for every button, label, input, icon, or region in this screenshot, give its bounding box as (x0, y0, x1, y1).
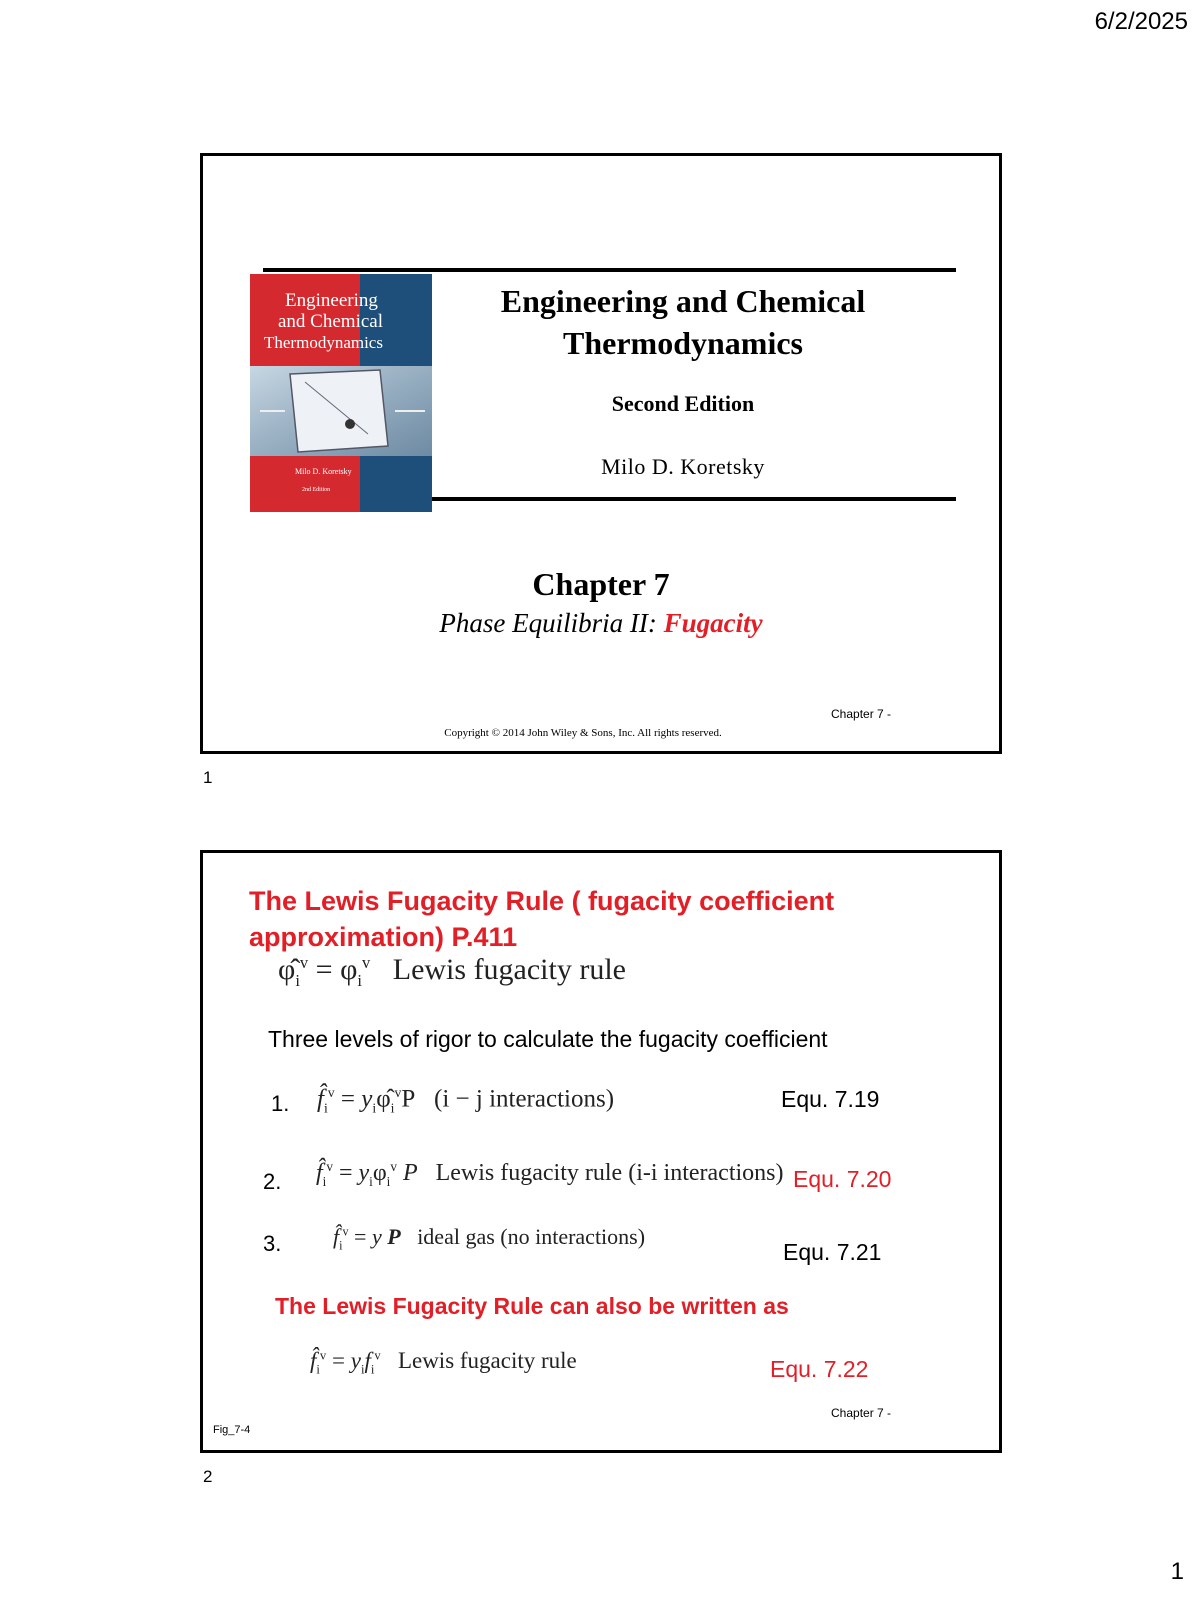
item-number-2: 2. (263, 1169, 282, 1194)
formula-1: $f̂_i^v$ = $y_i\varphî_i^vP$ (i − j interactions) (317, 1085, 615, 1116)
lewis-rule-formula-label: Lewis fugacity rule (392, 953, 626, 986)
copyright: Copyright © 2014 John Wiley & Sons, Inc. All rights reserved. (444, 727, 722, 739)
slide-2 (200, 850, 1002, 1453)
figure-label: Fig_7-4 (213, 1424, 251, 1436)
formula-final: $f̂_i^v = y_if_i^v$ Lewis fugacity rule (310, 1348, 577, 1377)
slide-number-1: 1 (203, 768, 213, 787)
item-number-1: 1. (271, 1091, 290, 1116)
also-written-text: The Lewis Fugacity Rule can also be written as (275, 1293, 789, 1319)
slide-title: The Lewis Fugacity Rule ( fugacity coefficient approximation) P.411 (249, 886, 835, 952)
formula-2-description: Lewis fugacity rule (i-i interactions) (435, 1160, 784, 1186)
book-title (433, 280, 933, 364)
formula-3: $f̂_i^v = y$ P ideal gas (no interactions) (333, 1224, 646, 1253)
cover-title-line-3: Thermodynamics (264, 333, 383, 352)
item-number-3: 3. (263, 1231, 282, 1256)
cover-author: Milo D. Koretsky (295, 467, 352, 476)
lewis-rule-formula: $\varphî_i^v = \varphi_i^v$ Lewis fugacity rule (278, 953, 626, 990)
formula-3-description: ideal gas (no interactions) (417, 1224, 646, 1249)
slide-number-2: 2 (203, 1467, 213, 1486)
slide-1 (200, 153, 1002, 754)
top-rule (263, 268, 956, 272)
chapter-footer: Chapter 7 - (831, 1406, 892, 1420)
equation-ref-1: Equ. 7.19 (781, 1086, 880, 1112)
equation-ref-3: Equ. 7.21 (783, 1239, 882, 1265)
subtitle-highlight: Fugacity (663, 608, 763, 638)
edition: Second Edition (611, 391, 755, 416)
author: Milo D. Koretsky (601, 454, 765, 479)
cover-title-line-2: and Chemical (278, 311, 383, 332)
equation-ref-2: Equ. 7.20 (793, 1166, 892, 1192)
formula-1-description: (i − j interactions) (434, 1085, 615, 1113)
chapter-subtitle (203, 608, 999, 639)
cover-title-line-1: Engineering (285, 290, 378, 311)
equation-ref-final: Equ. 7.22 (770, 1356, 869, 1382)
formula-final-label: Lewis fugacity rule (397, 1348, 577, 1373)
chapter-footer: Chapter 7 - (831, 707, 892, 721)
chapter-heading: Chapter 7 (532, 566, 670, 602)
cover-edition: 2nd Edition (302, 487, 331, 493)
book-title-line-2: Thermodynamics (563, 325, 803, 361)
page-number: 1 (1170, 1558, 1184, 1585)
bottom-rule (428, 497, 956, 501)
formula-2: $f̂_i^v = y_i\varphi_i^v$ P Lewis fugacity rule (i-i interactions) (316, 1159, 784, 1189)
book-title-line-1: Engineering and Chemical (500, 283, 866, 319)
print-date: 6/2/2025 (1094, 8, 1188, 35)
book-cover-image (250, 274, 432, 512)
subtitle-prefix: Phase Equilibria II: (439, 608, 664, 638)
levels-text: Three levels of rigor to calculate the fugacity coefficient (268, 1026, 828, 1052)
